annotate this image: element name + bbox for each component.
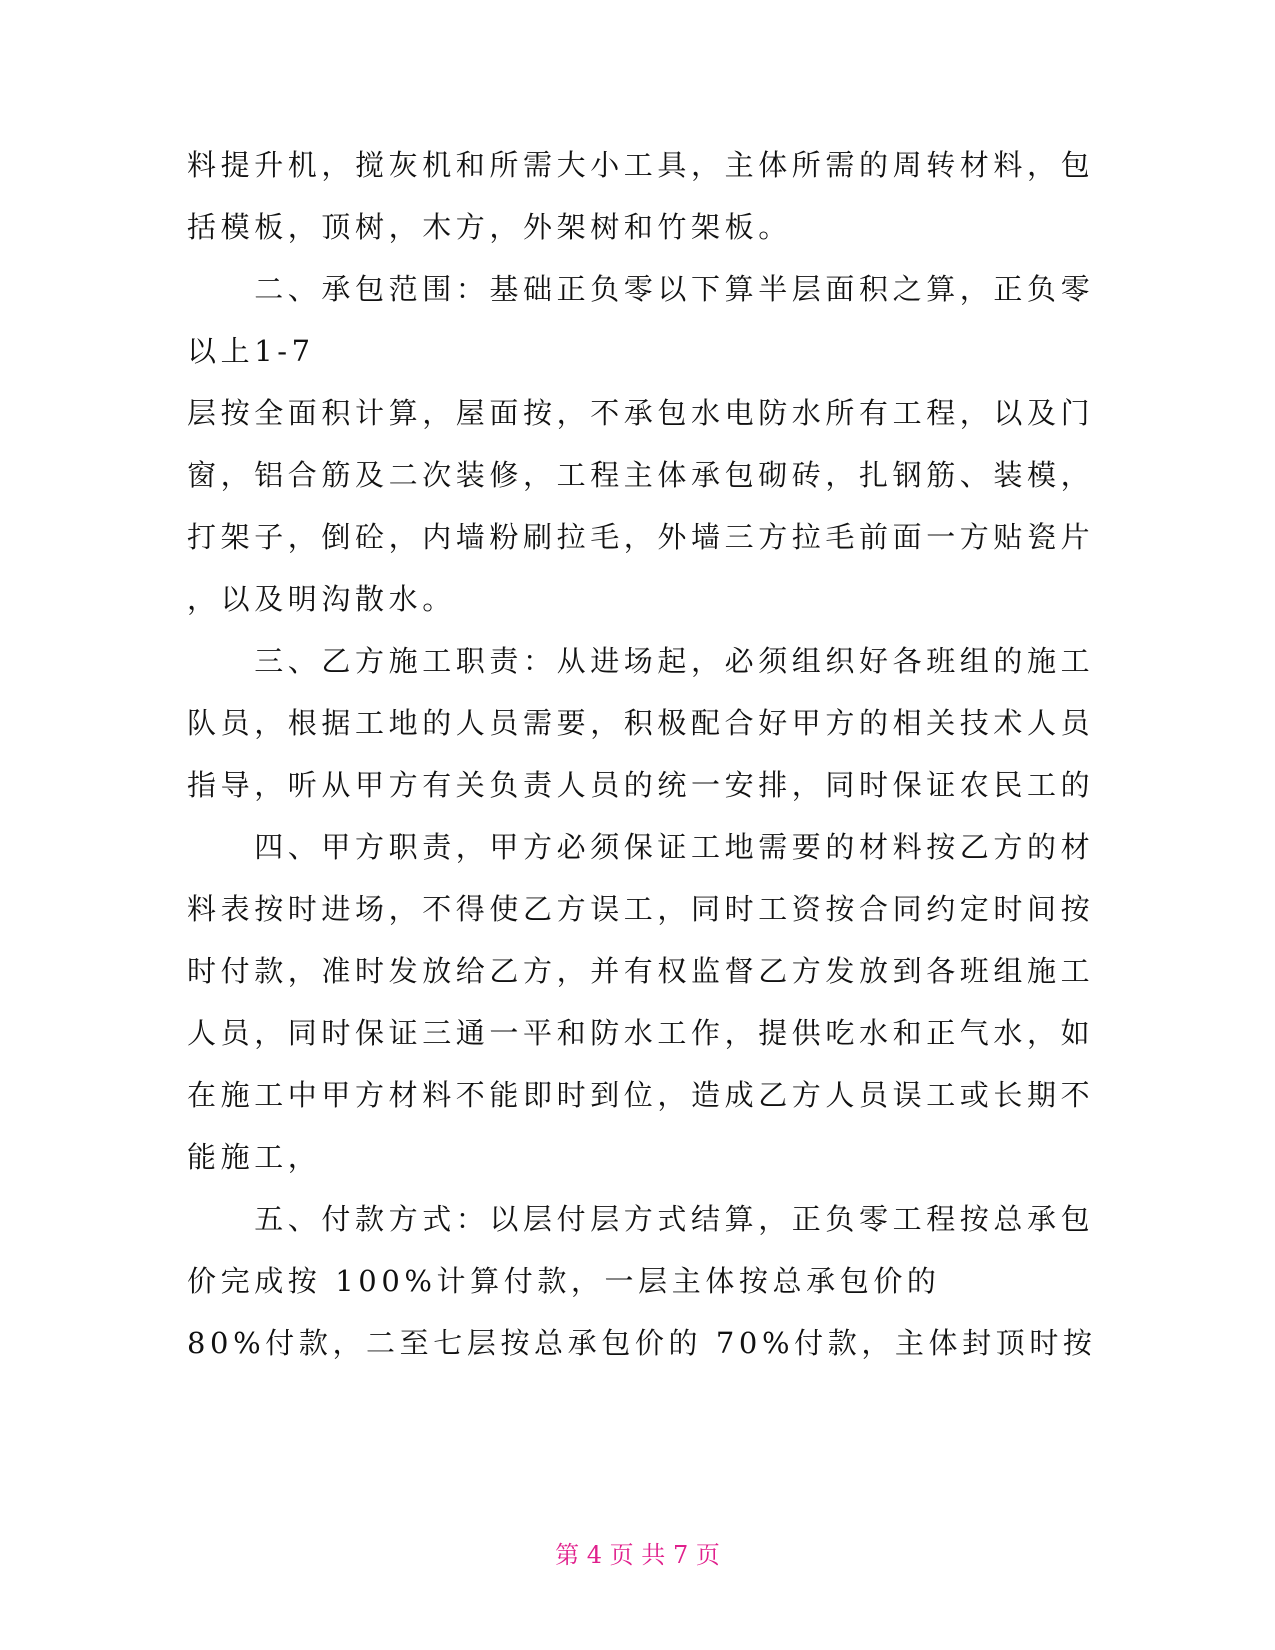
- text-line: 三、乙方施工职责：从进场起，必须组织好各班组的施工: [187, 644, 1095, 678]
- text-line: 在施工中甲方材料不能即时到位，造成乙方人员误工或长期不: [187, 1078, 1095, 1112]
- text-line: 括模板，顶树，木方，外架树和竹架板。: [187, 210, 792, 244]
- text-line: 打架子，倒砼，内墙粉刷拉毛，外墙三方拉毛前面一方贴瓷片: [187, 520, 1095, 554]
- text-line: 指导，听从甲方有关负责人员的统一安排，同时保证农民工的: [187, 768, 1095, 802]
- text-line: 五、付款方式：以层付层方式结算，正负零工程按总承包: [187, 1202, 1095, 1236]
- text-line: 80%付款，二至七层按总承包价的 70%付款，主体封顶时按: [187, 1326, 1097, 1360]
- text-line: 层按全面积计算，屋面按，不承包水电防水所有工程，以及门: [187, 396, 1095, 430]
- text-line: 料表按时进场，不得使乙方误工，同时工资按合同约定时间按: [187, 892, 1095, 926]
- page-number-footer: 第 4 页 共 7 页: [555, 1541, 720, 1569]
- text-line: 四、甲方职责，甲方必须保证工地需要的材料按乙方的材: [187, 830, 1095, 864]
- text-line: 以上1-7: [187, 334, 315, 368]
- text-line: ，以及明沟散水。: [187, 582, 456, 616]
- text-line: 队员，根据工地的人员需要，积极配合好甲方的相关技术人员: [187, 706, 1095, 740]
- text-line: 能施工，: [187, 1140, 322, 1174]
- text-line: 二、承包范围：基础正负零以下算半层面积之算，正负零: [187, 272, 1095, 306]
- text-line: 时付款，准时发放给乙方，并有权监督乙方发放到各班组施工: [187, 954, 1095, 988]
- text-line: 价完成按 100%计算付款，一层主体按总承包价的: [187, 1264, 941, 1298]
- text-line: 料提升机，搅灰机和所需大小工具，主体所需的周转材料，包: [187, 148, 1095, 182]
- text-line: 窗，铝合筋及二次装修，工程主体承包砌砖，扎钢筋、装模，: [187, 458, 1095, 492]
- text-line: 人员，同时保证三通一平和防水工作，提供吃水和正气水，如: [187, 1016, 1095, 1050]
